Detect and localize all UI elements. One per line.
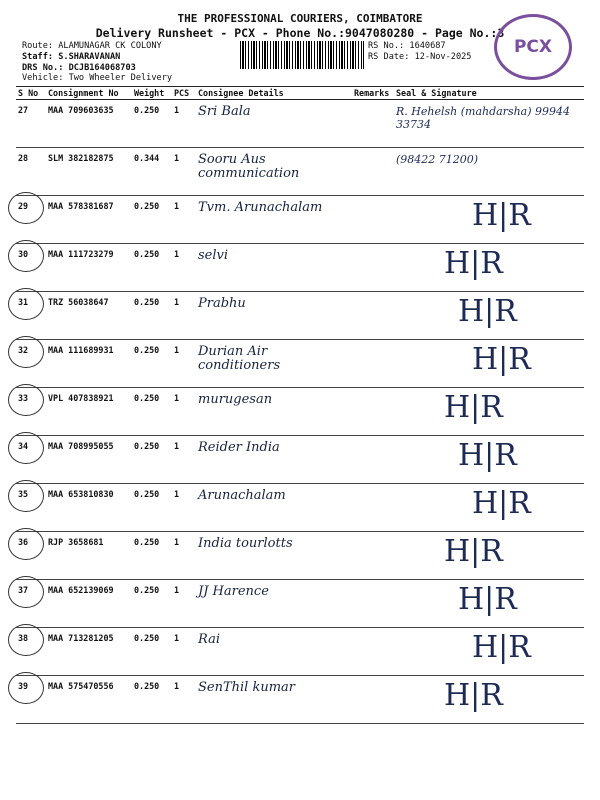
table-row (16, 484, 584, 532)
runsheet-title: Delivery Runsheet - PCX - Phone No.:9047080280 - Page No.:3 (95, 26, 505, 40)
runsheet-table (16, 86, 584, 724)
remarks-cell (352, 388, 394, 436)
consignee-cell: selvi (196, 244, 352, 292)
signature-cell (394, 532, 584, 580)
table-row (16, 292, 584, 340)
signature-cell (394, 388, 584, 436)
weight-cell: 0.250 (132, 100, 172, 148)
signature-cell (394, 484, 584, 532)
consignment-number-cell: MAA 713281205 (46, 628, 132, 676)
serial-number-cell: 30 (16, 244, 46, 292)
consignment-number-cell: SLM 382182875 (46, 148, 132, 196)
pieces-cell: 1 (172, 340, 196, 388)
handwritten-signature: H|R (472, 198, 531, 233)
handwritten-signature: H|R (444, 390, 503, 425)
consignee-cell: Arunachalam (196, 484, 352, 532)
table-row (16, 388, 584, 436)
consignee-cell: Sri Bala (196, 100, 352, 148)
staff-label: Staff: S.SHARAVANAN (22, 51, 121, 62)
signature-cell (394, 436, 584, 484)
serial-number-cell: 33 (16, 388, 46, 436)
table-row (16, 580, 584, 628)
pieces-cell: 1 (172, 436, 196, 484)
weight-cell: 0.344 (132, 148, 172, 196)
weight-cell: 0.250 (132, 628, 172, 676)
rs-number: RS No.: 1640687 (368, 41, 446, 51)
table-header-row (16, 87, 584, 100)
handwritten-signature: H|R (472, 342, 531, 377)
weight-cell: 0.250 (132, 292, 172, 340)
consignment-number-cell: MAA 575470556 (46, 676, 132, 724)
serial-number-cell: 39 (16, 676, 46, 724)
table-row (16, 628, 584, 676)
barcode (240, 41, 364, 69)
signature-cell (394, 148, 584, 196)
serial-circle-mark (8, 240, 44, 272)
consignment-number-cell: TRZ 56038647 (46, 292, 132, 340)
consignment-number-cell: MAA 709603635 (46, 100, 132, 148)
consignment-number-cell: MAA 708995055 (46, 436, 132, 484)
remarks-cell (352, 196, 394, 244)
table-row (16, 676, 584, 724)
table-row (16, 100, 584, 148)
column-header: Seal & Signature (394, 87, 584, 100)
serial-number-cell: 36 (16, 532, 46, 580)
pcx-stamp: PCX (494, 14, 572, 80)
serial-circle-mark (8, 576, 44, 608)
pieces-cell: 1 (172, 292, 196, 340)
weight-cell: 0.250 (132, 436, 172, 484)
consignee-cell: JJ Harence (196, 580, 352, 628)
consignee-cell: Reider India (196, 436, 352, 484)
signature-cell (394, 580, 584, 628)
handwritten-signature: H|R (458, 294, 517, 329)
weight-cell: 0.250 (132, 580, 172, 628)
remarks-cell (352, 340, 394, 388)
pieces-cell: 1 (172, 244, 196, 292)
table-body (16, 100, 584, 724)
signature-cell (394, 244, 584, 292)
remarks-cell (352, 532, 394, 580)
remarks-cell (352, 292, 394, 340)
column-header: PCS (172, 87, 196, 100)
consignment-number-cell: RJP 3658681 (46, 532, 132, 580)
weight-cell: 0.250 (132, 244, 172, 292)
handwritten-signature: H|R (472, 486, 531, 521)
consignee-cell: SenThil kumar (196, 676, 352, 724)
column-header: Consignee Details (196, 87, 352, 100)
serial-circle-mark (8, 432, 44, 464)
table-row (16, 340, 584, 388)
serial-number-cell: 31 (16, 292, 46, 340)
column-header: S No (16, 87, 46, 100)
handwritten-signature: H|R (458, 438, 517, 473)
remarks-cell (352, 100, 394, 148)
handwritten-signature: H|R (458, 582, 517, 617)
remarks-cell (352, 244, 394, 292)
weight-cell: 0.250 (132, 388, 172, 436)
rs-date: RS Date: 12-Nov-2025 (368, 51, 472, 62)
pieces-cell: 1 (172, 196, 196, 244)
serial-circle-mark (8, 672, 44, 704)
serial-number-cell: 35 (16, 484, 46, 532)
serial-circle-mark (8, 384, 44, 416)
remarks-cell (352, 676, 394, 724)
consignee-cell: murugesan (196, 388, 352, 436)
weight-cell: 0.250 (132, 340, 172, 388)
handwritten-signature: H|R (472, 630, 531, 665)
handwritten-signature: H|R (444, 678, 503, 713)
serial-number-cell: 28 (16, 148, 46, 196)
runsheet-meta-right (368, 41, 471, 63)
handwritten-signature: H|R (444, 534, 503, 569)
remarks-cell (352, 580, 394, 628)
consignee-cell: Durian Air conditioners (196, 340, 352, 388)
weight-cell: 0.250 (132, 676, 172, 724)
weight-cell: 0.250 (132, 484, 172, 532)
consignee-cell: Tvm. Arunachalam (196, 196, 352, 244)
serial-number-cell: 38 (16, 628, 46, 676)
consignee-cell: Sooru Aus communication (196, 148, 352, 196)
remarks-cell (352, 148, 394, 196)
serial-circle-mark (8, 528, 44, 560)
pieces-cell: 1 (172, 484, 196, 532)
remarks-cell (352, 484, 394, 532)
signature-cell (394, 676, 584, 724)
consignment-number-cell: VPL 407838921 (46, 388, 132, 436)
consignment-number-cell: MAA 111689931 (46, 340, 132, 388)
serial-circle-mark (8, 192, 44, 224)
serial-circle-mark (8, 336, 44, 368)
weight-cell: 0.250 (132, 196, 172, 244)
table-row (16, 196, 584, 244)
remarks-cell (352, 628, 394, 676)
consignment-number-cell: MAA 111723279 (46, 244, 132, 292)
table-row (16, 532, 584, 580)
consignee-cell: Prabhu (196, 292, 352, 340)
remarks-cell (352, 436, 394, 484)
consignment-number-cell: MAA 652139069 (46, 580, 132, 628)
serial-circle-mark (8, 624, 44, 656)
consignee-cell: Rai (196, 628, 352, 676)
signature-cell (394, 340, 584, 388)
route-label: Route: ALAMUNAGAR CK COLONY (22, 41, 162, 51)
table-row (16, 244, 584, 292)
column-header: Remarks (352, 87, 394, 100)
table-row (16, 436, 584, 484)
drs-label: DRS No.: DCJB164068703 (22, 62, 136, 73)
handwritten-signature: H|R (444, 246, 503, 281)
handwritten-signature: (98422 71200) (396, 153, 479, 166)
serial-number-cell: 37 (16, 580, 46, 628)
signature-cell (394, 196, 584, 244)
serial-number-cell: 32 (16, 340, 46, 388)
serial-circle-mark (8, 480, 44, 512)
company-name: THE PROFESSIONAL COURIERS, COIMBATORE (177, 12, 423, 25)
pieces-cell: 1 (172, 388, 196, 436)
consignee-cell: India tourlotts (196, 532, 352, 580)
signature-cell (394, 100, 584, 148)
handwritten-signature: R. Hehelsh (mahdarsha) 99944 33734 (396, 105, 571, 131)
signature-cell (394, 628, 584, 676)
pieces-cell: 1 (172, 580, 196, 628)
serial-number-cell: 34 (16, 436, 46, 484)
serial-number-cell: 29 (16, 196, 46, 244)
pieces-cell: 1 (172, 676, 196, 724)
runsheet-meta-left (22, 41, 172, 84)
signature-cell (394, 292, 584, 340)
serial-circle-mark (8, 288, 44, 320)
consignment-number-cell: MAA 653810830 (46, 484, 132, 532)
pieces-cell: 1 (172, 148, 196, 196)
pieces-cell: 1 (172, 100, 196, 148)
pieces-cell: 1 (172, 532, 196, 580)
vehicle-label: Vehicle: Two Wheeler Delivery (22, 73, 173, 84)
column-header: Consignment No (46, 87, 132, 100)
serial-number-cell: 27 (16, 100, 46, 148)
column-header: Weight (132, 87, 172, 100)
table-row (16, 148, 584, 196)
consignment-number-cell: MAA 578381687 (46, 196, 132, 244)
pieces-cell: 1 (172, 628, 196, 676)
weight-cell: 0.250 (132, 532, 172, 580)
